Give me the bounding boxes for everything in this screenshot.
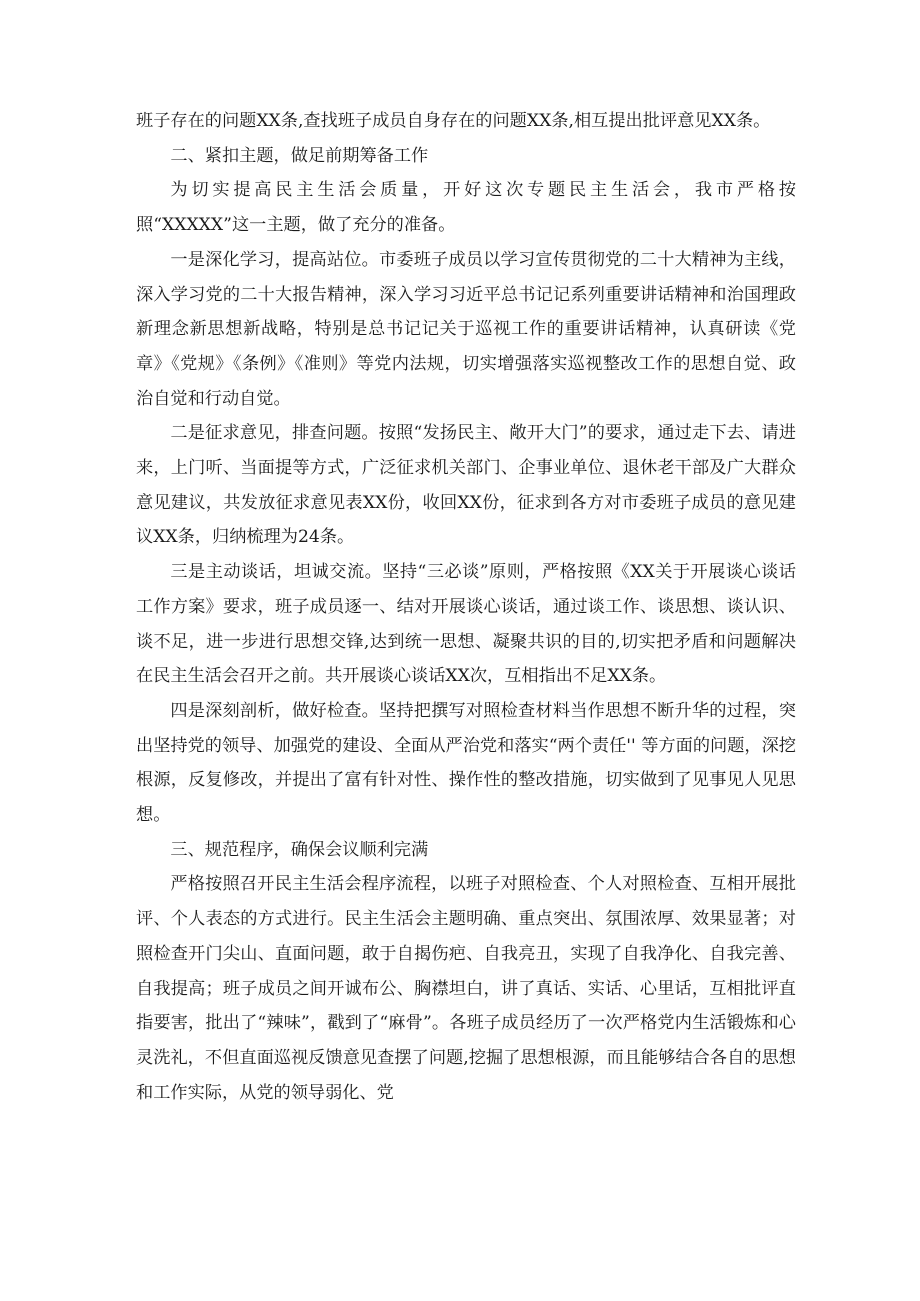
paragraph-study: 一是深化学习，提高站位。市委班子成员以学习宣传贯彻党的二十大精神为主线，深入学习党的二十大报告精神，深入学习习近平总书记记系列重要讲话精神和治国理政新理念新思想新战略，特别是总书记记关于巡视工作的重要讲话精神，认真研读《党章》《党规》《条例》《准则》等党内法规，切实增强落实巡视整改工作的思想自觉、政治自觉和行动自觉。 [136,249,796,409]
document-page [136,104,796,1110]
paragraph-continuation: 班子存在的问题XX条,查找班子成员自身存在的问题XX条,相互提出批评意见XX条。 [136,111,771,131]
paragraph-procedure: 严格按照召开民主生活会程序流程，以班子对照检查、个人对照检查、互相开展批评、个人表态的方式进行。民主生活会主题明确、重点突出、氛围浓厚、效果显著；对照检查开门尖山、直面问题，敢于自揭伤疤、自我亮丑，实现了自我净化、自我完善、自我提高；班子成员之间开诚布公、胸襟坦白，讲了真话、实话、心里话，互相批评直指要害，批出了“辣味”，戳到了“麻骨”。各班子成员经历了一次严格党内生活锻炼和心灵洗礼，不但直面巡视反馈意见查摆了问题,挖掘了思想根源，而且能够结合各自的思想和工作实际，从党的领导弱化、党 [136,874,796,1103]
section-heading-3: 三、规范程序，确保会议顺利完满 [170,839,429,860]
section-heading-2: 二、紧扣主题，做足前期筹备工作 [170,145,429,166]
paragraph-opinions: 二是征求意见，排查问题。按照“发扬民主、敞开大门”的要求，通过走下去、请进来，上门听、当面提等方式，广泛征求机关部门、企事业单位、退休老干部及广大群众意见建议，共发放征求意见表XX份，收回XX份，征求到各方对市委班子成员的意见建议XX条，归纳梳理为24条。 [136,423,796,548]
paragraph-analysis: 四是深刻剖析，做好检查。坚持把撰写对照检查材料当作思想不断升华的过程，突出坚持党的领导、加强党的建设、全面从严治党和落实“两个责任'' 等方面的问题，深挖根源，反复修改，并提出了富有针对性、操作性的整改措施，切实做到了见事见人见思想。 [136,700,796,826]
paragraph-talks: 三是主动谈话，坦诚交流。坚持“三必谈”原则，严格按照《XX关于开展谈心谈话工作方案》要求，班子成员逐一、结对开展谈心谈话，通过谈工作、谈思想、谈认识、谈不足，进一步进行思想交锋,达到统一思想、凝聚共识的目的,切实把矛盾和问题解决在民主生活会召开之前。共开展谈心谈话XX次，互相指出不足XX条。 [136,562,796,687]
paragraph-intro: 为切实提高民主生活会质量，开好这次专题民主生活会，我市严格按照“XXXXX”这一主题，做了充分的准备。 [136,180,796,236]
